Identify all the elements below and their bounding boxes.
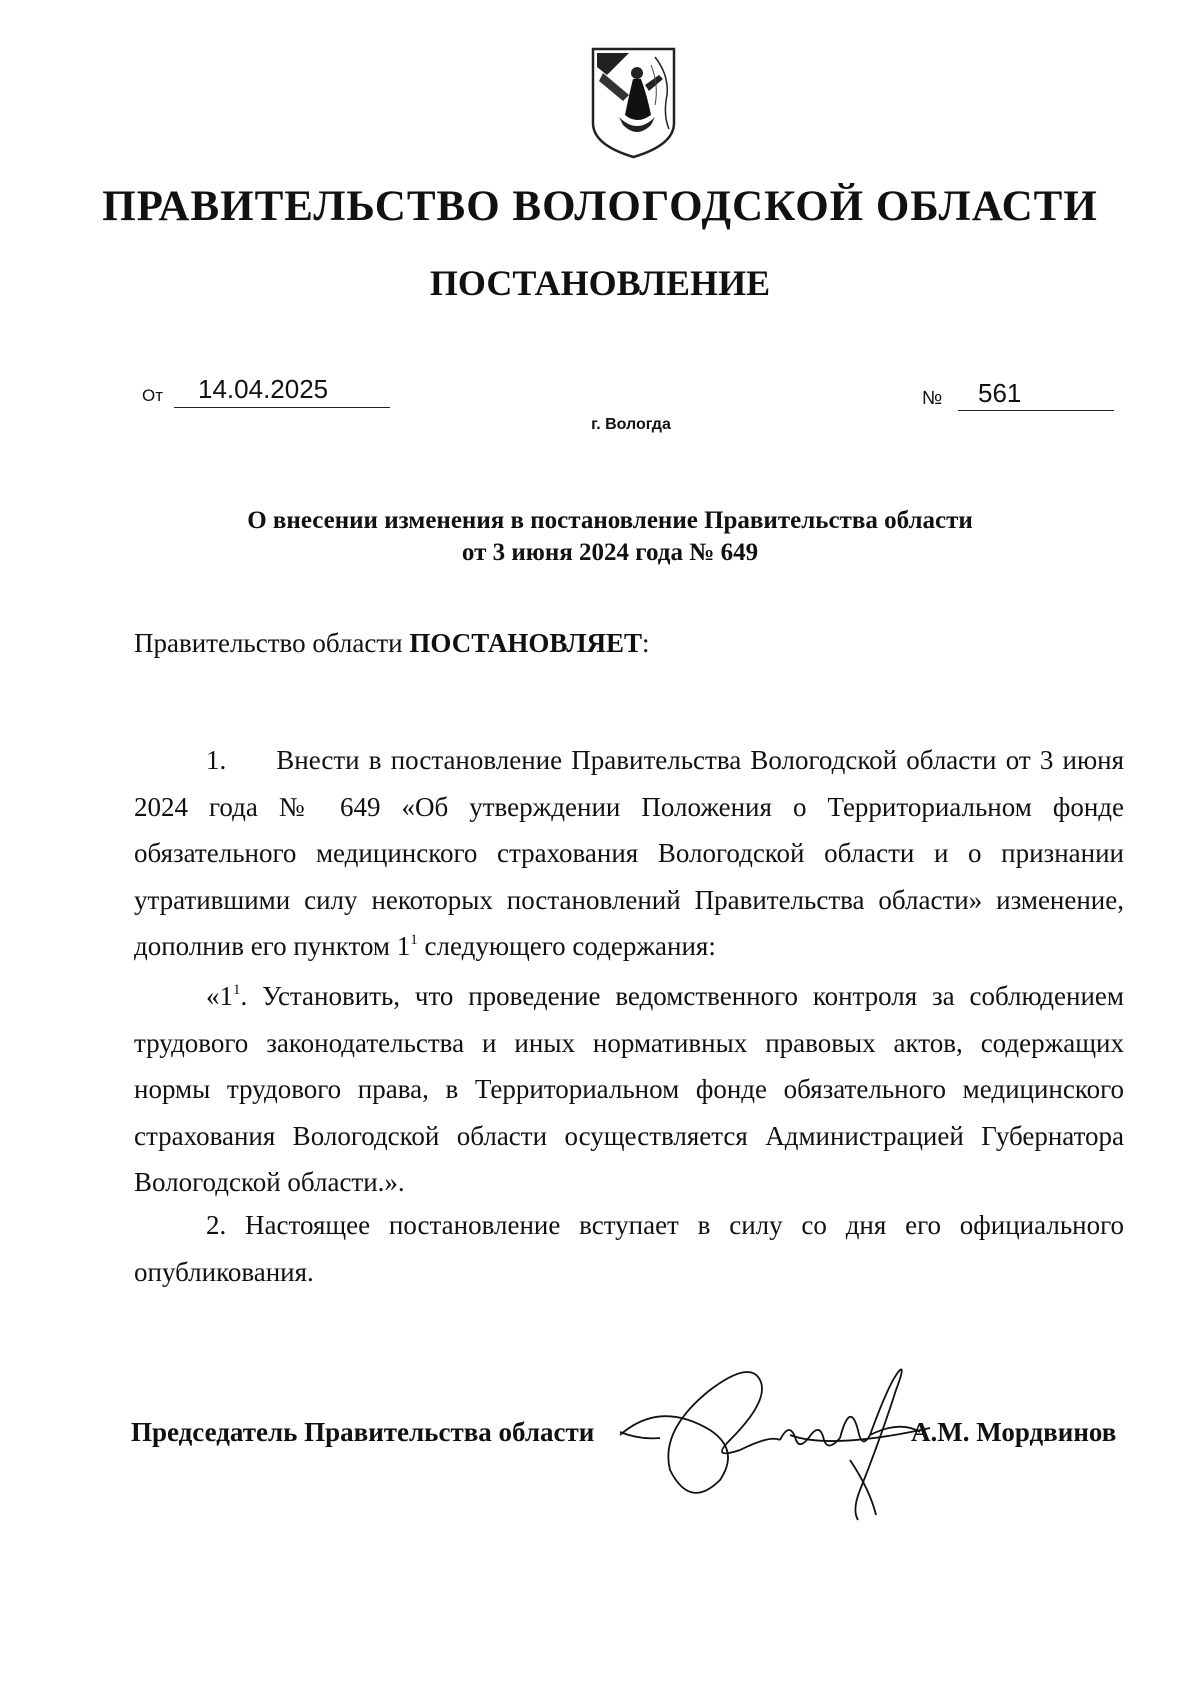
government-title: ПРАВИТЕЛЬСТВО ВОЛОГОДСКОЙ ОБЛАСТИ xyxy=(102,183,1098,230)
number-prefix: № xyxy=(922,388,943,409)
document-type: ПОСТАНОВЛЕНИЕ xyxy=(429,263,771,303)
resolves-suffix: : xyxy=(641,628,650,658)
date-prefix: От xyxy=(142,386,164,405)
paragraph-2: 2. Настоящее постановление вступает в силу со дня его официального опубликования. xyxy=(134,1210,1124,1287)
signer-name: А.М. Мордвинов xyxy=(911,1417,1117,1447)
quoted-clause-text: . Установить, что проведение ведомственного контроля за соблюдением трудового законодательства и иных нормативных правовых актов, содержащих нормы трудового права, в Территориальном фонде обязательного медицинского страхования Вологодской области осуществляется Администрацией Губернатора Вологодской области.». xyxy=(134,981,1124,1197)
quoted-clause-sup: 1 xyxy=(233,982,241,998)
paragraph-1-sup: 1 xyxy=(410,932,418,948)
city: г. Вологда xyxy=(591,416,671,433)
document-date: 14.04.2025 xyxy=(174,374,390,408)
quoted-clause xyxy=(134,973,1124,1206)
signer-position: Председатель Правительства области xyxy=(131,1417,595,1447)
subject-line-1: О внесении изменения в постановление Правительства области xyxy=(247,507,973,534)
paragraph-1 xyxy=(134,737,1124,970)
resolves-keyword: ПОСТАНОВЛЯЕТ xyxy=(409,628,642,658)
paragraph-1-number: 1. xyxy=(206,745,227,775)
vologda-coat-of-arms-icon xyxy=(589,45,678,161)
resolves-line xyxy=(134,628,650,659)
document-subject xyxy=(180,505,1040,569)
subject-line-2: от 3 июня 2024 года № 649 xyxy=(461,539,759,566)
paragraph-1-text: Внести в постановление Правительства Вологодской области от 3 июня 2024 года № 649 «Об утверждении Положения о Территориальном фонде обязательного медицинского страхования Вологодской области и о признании утратившими силу некоторых постановлений Правительства области» изменение, дополнив его пунктом 1 xyxy=(134,745,1124,961)
paragraph-1-tail: следующего содержания: xyxy=(417,931,716,961)
resolves-prefix: Правительство области xyxy=(134,628,403,658)
handwritten-signature-icon xyxy=(600,1340,940,1540)
document-number: 561 xyxy=(958,378,1114,411)
quoted-clause-open: «1 xyxy=(206,981,233,1011)
